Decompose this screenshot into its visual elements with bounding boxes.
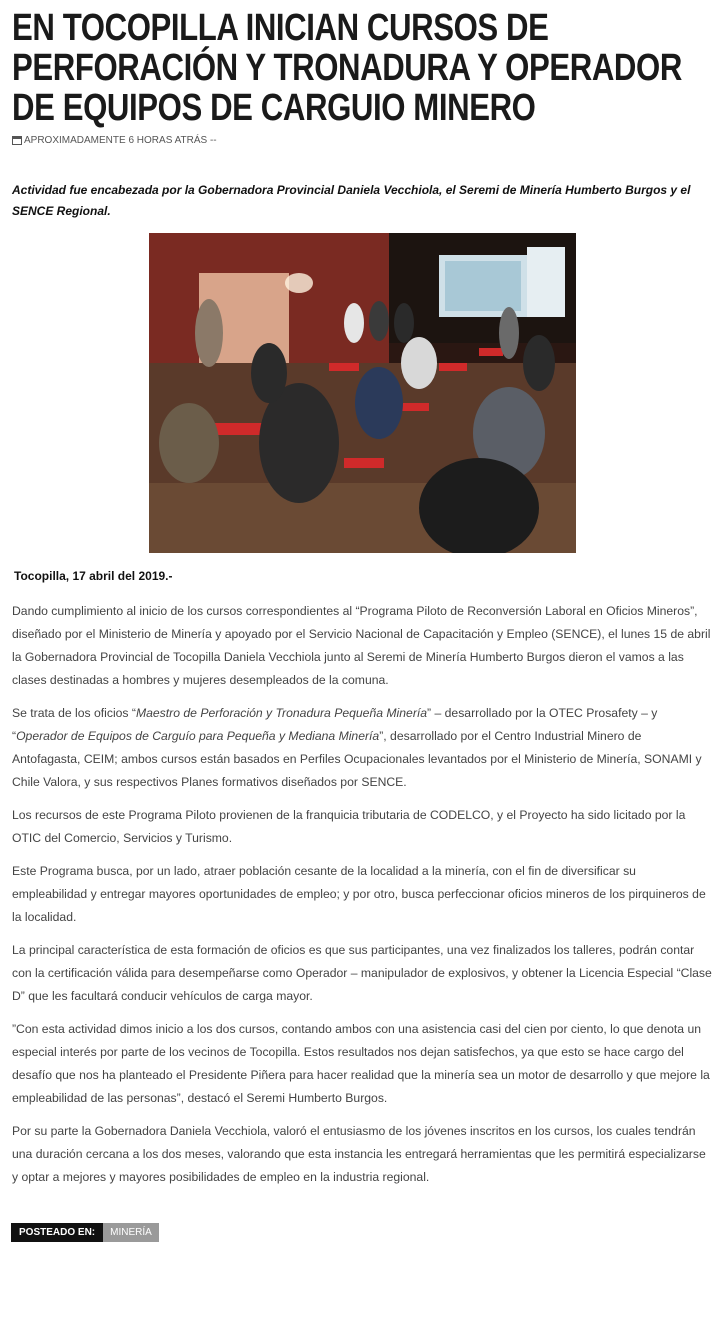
paragraph-4: Este Programa busca, por un lado, atraer población cesante de la localidad a la minería, con el fin de diversificar su empleabilidad y entregar mayores oportunidades de empleo; y por otro, busca perfeccionar oficios mineros de los pirquineros de la localidad. bbox=[12, 864, 706, 924]
paragraph-7: Por su parte la Gobernadora Daniela Vecchiola, valoró el entusiasmo de los jóvenes inscritos en los cursos, los cuales tendrán una duración cercana a los dos meses, valorando que esta instancia les entregará herramientas que les permitirá especializarse y optar a mejores y mayores posibilidades de empleo en la industria regional. bbox=[12, 1124, 706, 1184]
article-date: APROXIMADAMENTE 6 HORAS ATRÁS -- bbox=[24, 135, 217, 146]
article-photo bbox=[149, 233, 576, 553]
article-lead: Actividad fue encabezada por la Gobernadora Provincial Daniela Vecchiola, el Seremi de Minería Humberto Burgos y el SENCE Regional. bbox=[12, 183, 691, 218]
paragraph-2-course-1: Maestro de Perforación y Tronadura Pequeña Minería bbox=[135, 706, 428, 720]
paragraph-5: La principal característica de esta formación de oficios es que sus participantes, una vez finalizados los talleres, podrán contar con la certificación válida para desempeñarse como Operador – manipulador de explosivos, y obtener la Licencia Especial “Clase D” que les facultará conducir vehículos de carga mayor. bbox=[12, 943, 712, 1003]
classroom-photo-image bbox=[149, 233, 576, 553]
posted-in-label: POSTEADO EN: bbox=[11, 1223, 103, 1242]
paragraph-3: Los recursos de este Programa Piloto provienen de la franquicia tributaria de CODELCO, y el Proyecto ha sido licitado por la OTIC del Comercio, Servicios y Turismo. bbox=[12, 808, 686, 845]
category-tag-mineria[interactable]: MINERÍA bbox=[103, 1223, 159, 1242]
article-body bbox=[12, 600, 712, 1199]
calendar-icon bbox=[12, 136, 22, 145]
article-title: EN TOCOPILLA INICIAN CURSOS DE PERFORACIÓN Y TRONADURA Y OPERADOR DE EQUIPOS DE CARGUIO MINERO bbox=[12, 7, 682, 129]
paragraph-2 bbox=[12, 702, 712, 794]
paragraph-2-part-c: ” – desarrollado por la OTEC Prosafety – y “ bbox=[12, 706, 658, 743]
paragraph-2-part-a: Se trata de los oficios “ bbox=[12, 706, 136, 720]
paragraph-1: Dando cumplimiento al inicio de los cursos correspondientes al “Programa Piloto de Reconversión Laboral en Oficios Mineros”, diseñado por el Ministerio de Minería y apoyado por el Servicio Nacional de Capacitación y Empleo (SENCE), el lunes 15 de abril la Gobernadora Provincial de Tocopilla Daniela Vecchiola junto al Seremi de Minería Humberto Burgos dieron el vamos a las clases destinadas a hombres y mujeres desempleados de la comuna. bbox=[12, 604, 711, 687]
article-meta bbox=[12, 135, 217, 146]
dateline: Tocopilla, 17 abril del 2019.- bbox=[14, 569, 173, 583]
paragraph-2-course-2: Operador de Equipos de Carguío para Pequeña y Mediana Minería bbox=[16, 729, 380, 743]
post-tags bbox=[11, 1223, 159, 1242]
paragraph-6: ”Con esta actividad dimos inicio a los dos cursos, contando ambos con una asistencia casi del cien por ciento, lo que denota un especial interés por parte de los vecinos de Tocopilla. Estos resultados nos dejan satisfechos, ya que esto se hace cargo del desafío que nos ha planteado el Presidente Piñera para hacer realidad que la minería sea un motor de desarrollo y que mejore la empleabilidad de las personas”, destacó el Seremi Humberto Burgos. bbox=[12, 1022, 710, 1105]
paragraph-2-part-e: ”, desarrollado por el Centro Industrial Minero de Antofagasta, CEIM; ambos cursos están basados en Perfiles Ocupacionales levantados por el Ministerio de Minería, SONAMI y Chile Valora, y sus respectivos Planes formativos diseñados por SENCE. bbox=[12, 729, 702, 789]
